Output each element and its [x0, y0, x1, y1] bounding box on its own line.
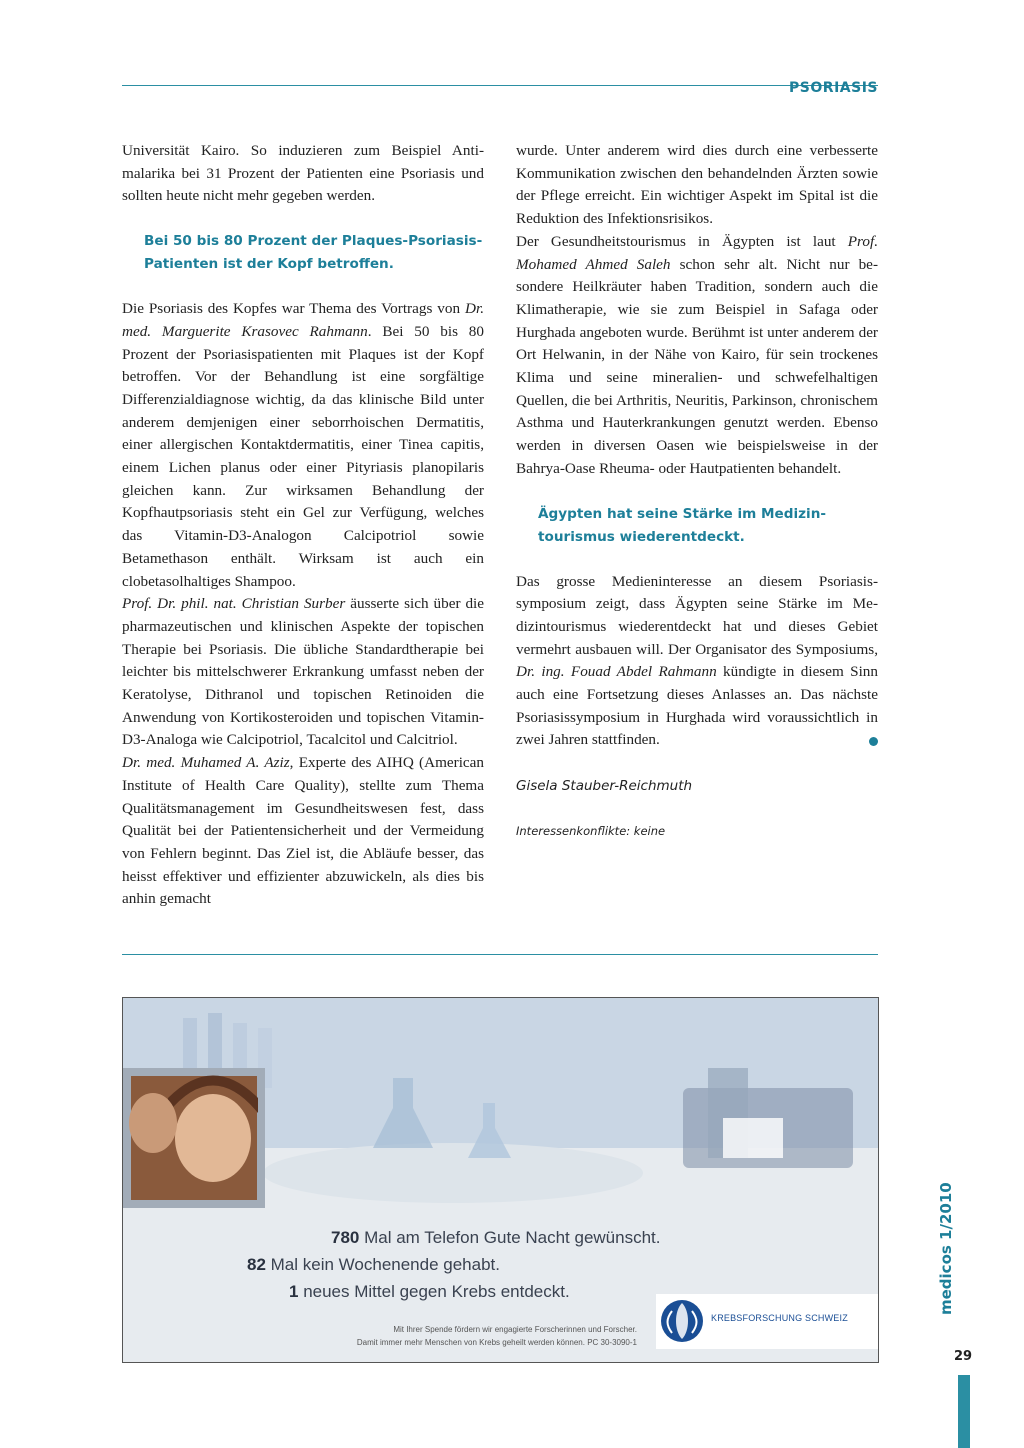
sponsor-name: KREBSFORSCHUNG SCHWEIZ [711, 1313, 848, 1323]
speaker-name: Prof. Dr. phil. nat. Christian Surber [122, 595, 346, 613]
paragraph: Prof. Dr. phil. nat. Christian Surber äusserte sich über die pharmazeutischen und klinischen Aspekte der topischen Therapie bei Psoriasis. Die übliche Standardtherapie bei leichter bis mittelschwerer Erkrankung umfasst neben der Keratolyse, Dithranol und topischen Retinoiden die Anwendung von Kortikosteroiden und topischen Vitamin-D3-Analoga wie Calcipotriol, Tacalcitol und Calcitriol. [122, 595, 485, 749]
advertisement [122, 997, 879, 1363]
ad-fine-print: Mit Ihrer Spende fördern wir engagierte Forscherinnen und Forscher. Damit immer mehr Menschen von Krebs geheilt werden können. PC 30-3090-1 [356, 1325, 637, 1347]
paragraph: wurde. Unter anderem wird dies durch eine verbesserte Kommunikation zwischen den behandelnden Ärzten sowie der Pflege erreicht. Ein wichtiger Aspekt im Spital ist die Reduktion des Infektionsrisikos. [516, 142, 878, 228]
krebsforschung-logo-icon [660, 1297, 704, 1345]
paragraph: Der Gesundheitstourismus in Ägypten ist laut Prof. Mohamed Ahmed Saleh schon sehr alt. Nicht nur besondere Heilkräuter haben Tradition, sondern auch die Klimatherapie, wie sie zum Beispiel in Safaga oder Hurghada angeboten wurde. Berühmt ist unter anderem der Ort Helwanin, in der Nähe von Kairo, für sein trockenes Klima und seine mineralien- und schwefelhaltigen Quellen, die bei Arthritis, Neuritis, Parkinson, chronischem Asthma und Hauterkrankungen genutzt werden. Ebenso werden in diversen Oasen wie beispielsweise in der Bahrya-Oase Rheuma- oder Hautpatienten behandelt. [516, 232, 878, 477]
ad-line-3: 1 neues Mittel gegen Krebs entdeckt. [289, 1282, 570, 1301]
paragraph: Universität Kairo. So induzieren zum Beispiel Antimalarika bei 31 Prozent der Patienten eine Psoriasis und sollten heute nicht mehr gegeben werden. [122, 142, 484, 205]
paragraph: Die Psoriasis des Kopfes war Thema des Vortrags von Dr. med. Marguerite Krasovec Rahmann. Bei 50 bis 80 Prozent der Psoriasispatienten mit Plaques ist der Kopf betroffen. Vor der Behandlung ist eine sorgfältige Differenzialdiagnose wichtig, da das klinische Bild unter anderem demjenigen einer seborrhoischen Dermatitis, einer allergischen Kontaktdermatitis, einer Tinea capitis, einem Lichen planus oder einer Pityriasis planopilaris gleichen kann. Zur wirksamen Behandlung der Kopfhautpsoriasis steht ein Gel zur Verfügung, welches das Vitamin-D3-Analogon Calcipotriol sowie Betamethason enthält. Wirksam ist auch ein clobetasolhaltiges Shampoo. [122, 300, 484, 590]
paragraph: Dr. med. Muhamed A. Aziz, Experte des AIHQ (American Institute of Health Care Quality), stellte zum Thema Qualitätsmanagement im Gesundheitswesen fest, dass Qualität bei der Patientensicherheit und der Vermeidung von Fehlern beginnt. Das Ziel ist, die Abläufe besser, das heisst effektiver und effizienter abzuwickeln, als dies bis anhin gemacht [122, 754, 484, 908]
journal-label: medicos 1/2010 [937, 1182, 955, 1315]
ad-separator-rule [122, 954, 878, 955]
side-color-bar [958, 1375, 970, 1448]
section-title: PSORIASIS [789, 80, 878, 96]
speaker-name: Prof. Mohamed Ahmed Saleh [516, 232, 878, 273]
speaker-name: Dr. med. Muhamed A. Aziz [122, 754, 290, 772]
page-number: 29 [954, 1349, 973, 1364]
speaker-name: Dr. ing. Fouad Abdel Rahmann [516, 663, 717, 681]
right-column [516, 140, 878, 843]
speaker-name: Dr. med. Marguerite Krasovec Rahmann [122, 300, 484, 340]
paragraph: Das grosse Medieninteresse an diesem Psoriasissymposium zeigt, dass Ägypten seine Stärke im Medizintourismus wiederentdeckt hat und dieses Gebiet vermehrt ausbauen will. Der Organisator des Symposiums, Dr. ing. Fouad Abdel Rahmann kündigte in diesem Sinn auch eine Fortsetzung dieses Anlasses an. Das nächste Psoriasissymposium in Hurghada wird voraussichtlich in zwei Jahren stattfinden. [516, 572, 878, 749]
subheading: Bei 50 bis 80 Prozent der Plaques-Psoriasis-Patienten ist der Kopf betroffen. [144, 233, 483, 273]
conflict-statement: Interessenkonflikte: keine [516, 823, 666, 838]
end-mark-icon [869, 737, 878, 746]
sponsor-logo [656, 1294, 878, 1349]
ad-line-1: 780 Mal am Telefon Gute Nacht gewünscht. [331, 1228, 661, 1247]
subheading: Ägypten hat seine Stärke im Medizintourismus wiederentdeckt. [538, 505, 827, 545]
ad-line-2: 82 Mal kein Wochenende gehabt. [247, 1255, 500, 1274]
header-rule [122, 85, 878, 86]
left-column [122, 140, 484, 911]
author: Gisela Stauber-Reichmuth [516, 778, 693, 795]
